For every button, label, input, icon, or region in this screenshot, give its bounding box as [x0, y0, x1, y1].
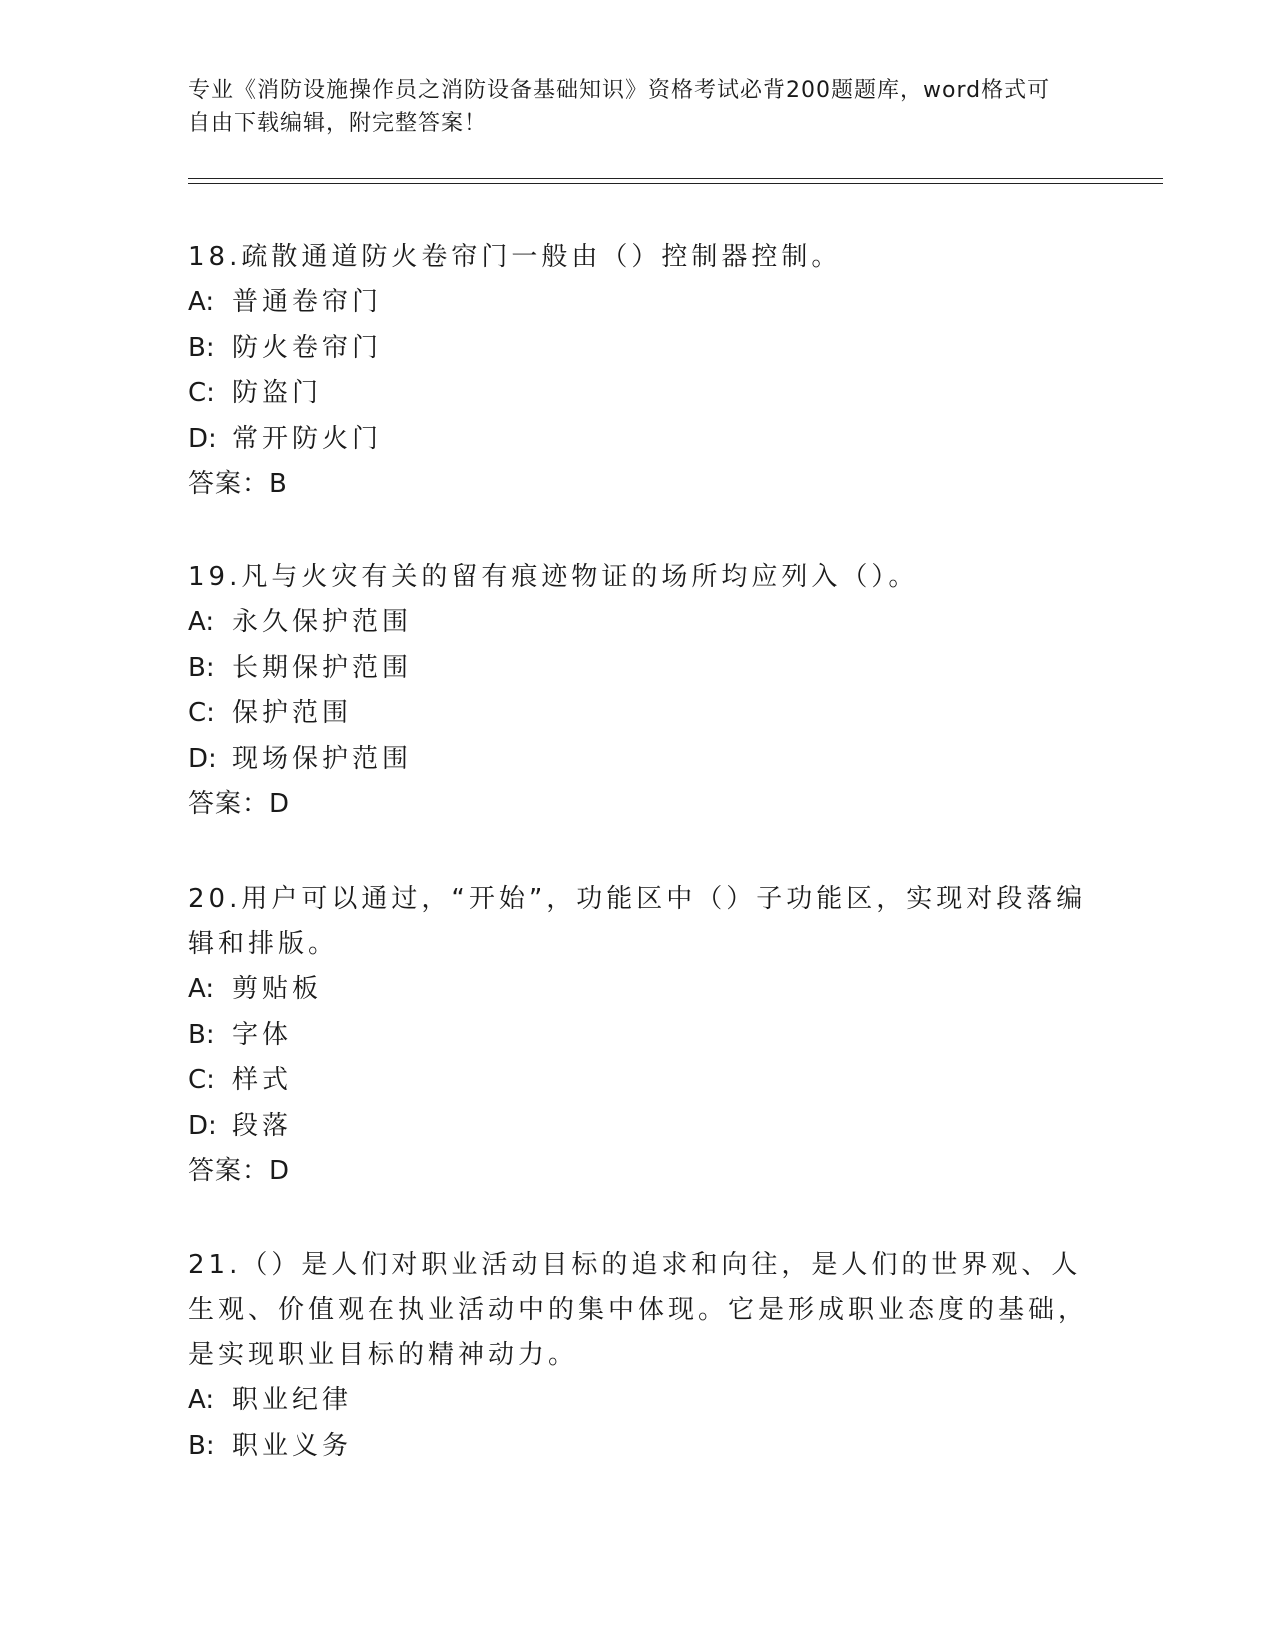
option-key: B:	[188, 1430, 215, 1461]
question-stem: 19.凡与火灾有关的留有痕迹物证的场所均应列入（）。	[188, 562, 919, 592]
option-text: 保护范围	[232, 698, 353, 728]
option-key: D:	[188, 743, 217, 774]
option-text: 常开防火门	[232, 423, 383, 454]
option-a	[188, 967, 1088, 1013]
option-key: C:	[188, 378, 215, 408]
option-d	[188, 417, 1088, 463]
header-divider-top	[188, 178, 1163, 179]
option-key: C:	[188, 698, 215, 728]
option-b	[188, 646, 1088, 692]
option-d	[188, 737, 1088, 783]
option-c	[188, 691, 1088, 737]
option-a	[188, 1378, 1088, 1424]
option-key: A:	[188, 974, 215, 1004]
option-text: 普通卷帘门	[232, 287, 383, 317]
option-key: B:	[188, 652, 215, 683]
option-key: B:	[188, 332, 215, 363]
option-c	[188, 1058, 1088, 1104]
option-a	[188, 600, 1088, 646]
answer-line: 答案：D	[188, 789, 291, 819]
answer-line: 答案：B	[188, 469, 288, 499]
option-text: 防盗门	[232, 378, 323, 408]
document-header: 专业《消防设施操作员之消防设备基础知识》资格考试必背200题题库，word格式可自由下载编辑，附完整答案！	[188, 78, 1051, 136]
option-key: B:	[188, 1019, 215, 1050]
option-b	[188, 326, 1088, 372]
option-c	[188, 371, 1088, 417]
question-stem: 21.（）是人们对职业活动目标的追求和向往，是人们的世界观、人生观、价值观在执业活动中的集中体现。它是形成职业态度的基础，是实现职业目标的精神动力。	[188, 1250, 1089, 1370]
answer-line: 答案：D	[188, 1156, 291, 1186]
option-text: 剪贴板	[232, 974, 323, 1004]
header-divider-bottom	[188, 183, 1163, 184]
option-d	[188, 1104, 1088, 1150]
option-key: D:	[188, 423, 217, 454]
option-b	[188, 1013, 1088, 1059]
option-text: 现场保护范围	[232, 743, 413, 774]
question-19	[188, 555, 1088, 828]
option-b	[188, 1424, 1088, 1470]
option-text: 长期保护范围	[232, 652, 413, 683]
question-stem: 20.用户可以通过，“开始”，功能区中（）子功能区，实现对段落编辑和排版。	[188, 884, 1087, 959]
option-text: 样式	[232, 1065, 293, 1095]
option-key: A:	[188, 1385, 215, 1415]
option-text: 字体	[232, 1019, 293, 1050]
option-text: 防火卷帘门	[232, 332, 383, 363]
option-text: 段落	[232, 1110, 293, 1141]
option-key: D:	[188, 1110, 217, 1141]
option-key: A:	[188, 287, 215, 317]
question-21	[188, 1243, 1088, 1469]
option-a	[188, 280, 1088, 326]
option-key: C:	[188, 1065, 215, 1095]
option-text: 永久保护范围	[232, 607, 413, 637]
option-text: 职业义务	[232, 1430, 353, 1461]
option-key: A:	[188, 607, 215, 637]
question-18	[188, 235, 1088, 508]
question-stem: 18.疏散通道防火卷帘门一般由（）控制器控制。	[188, 242, 842, 272]
question-20	[188, 877, 1088, 1195]
option-text: 职业纪律	[232, 1385, 353, 1415]
